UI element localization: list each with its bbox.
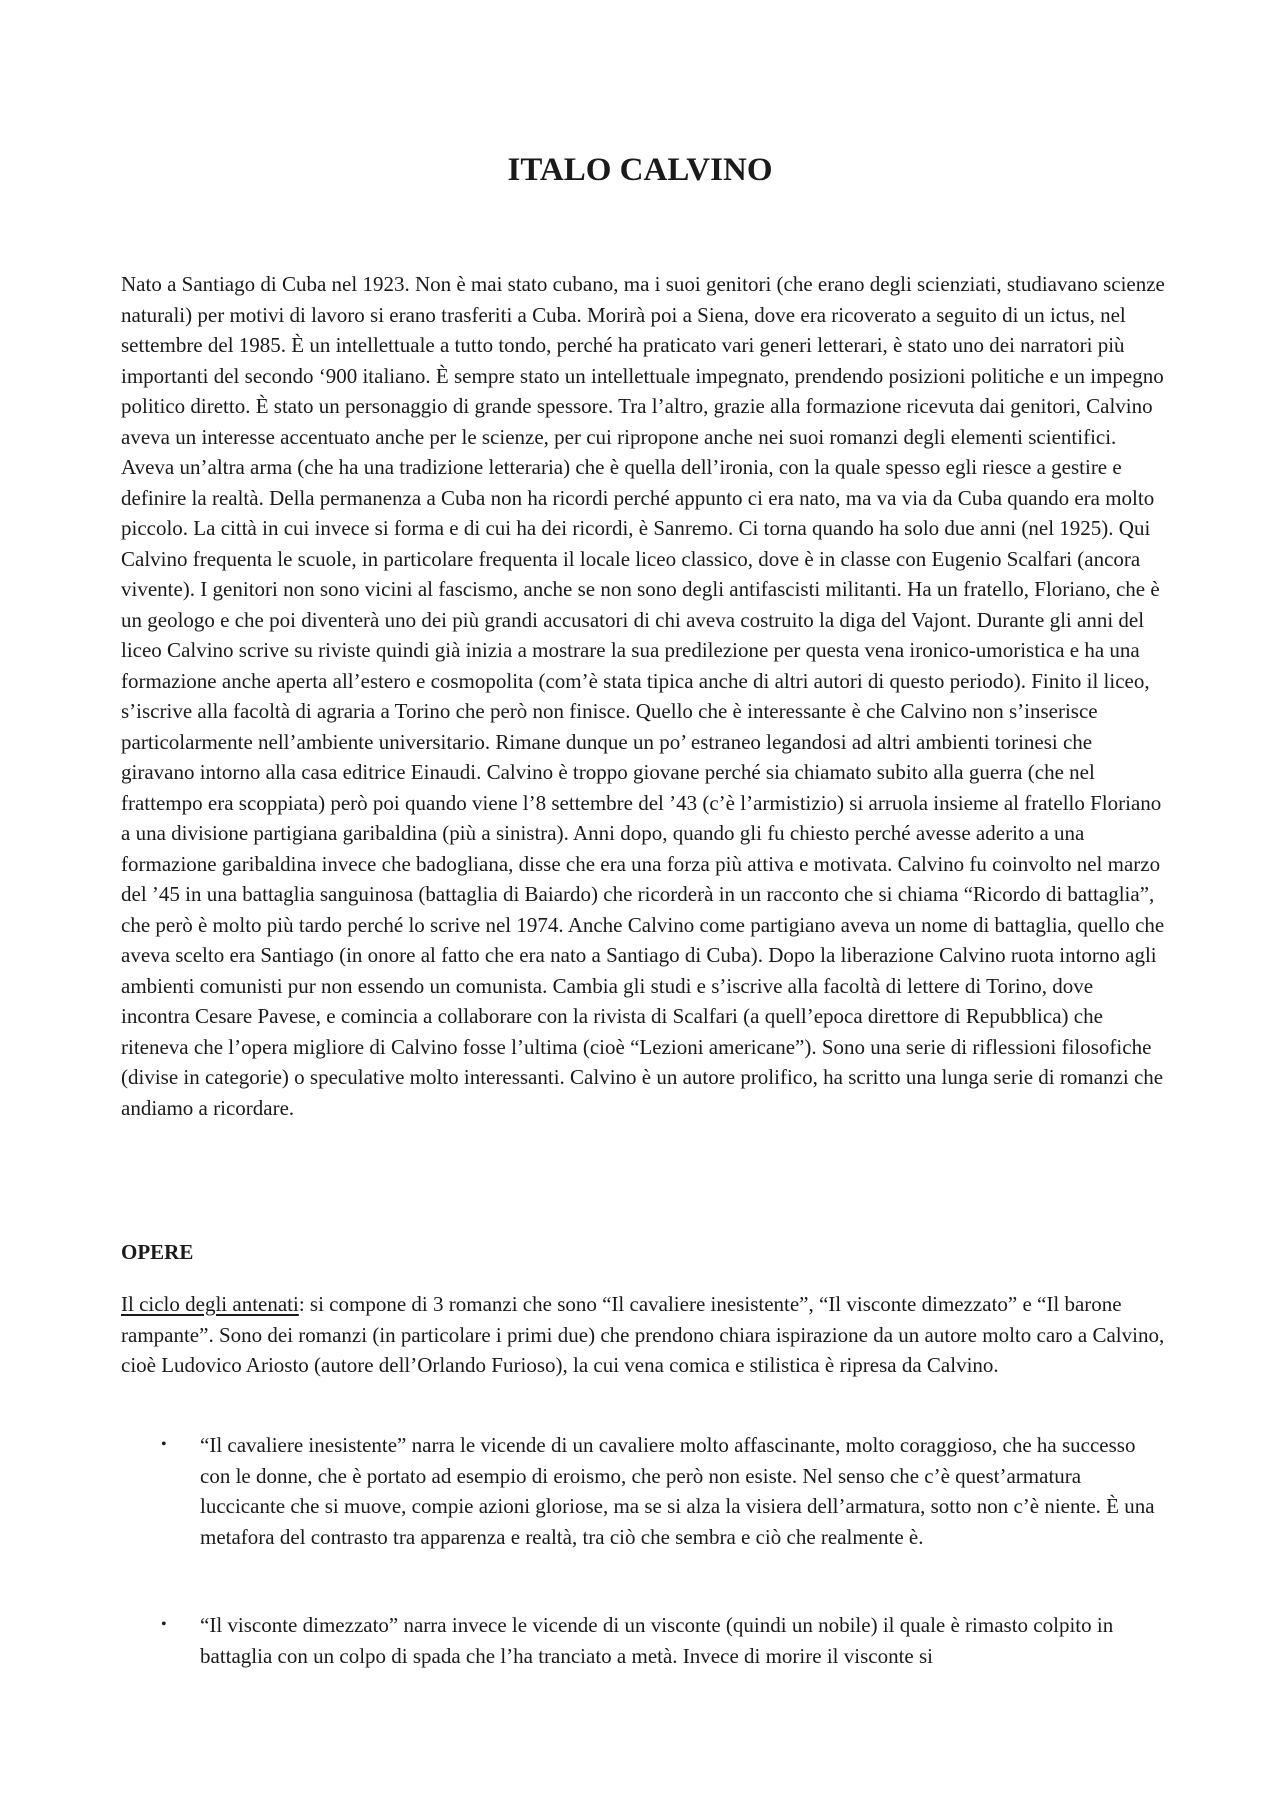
bullet-icon: • bbox=[161, 1616, 167, 1633]
works-heading: OPERE bbox=[121, 1240, 194, 1264]
list-item bbox=[121, 1430, 1166, 1552]
bullet-text: “Il visconte dimezzato” narra invece le vicende di un visconte (quindi un nobile) il quale è rimasto colpito in battaglia con un colpo di spada che l’ha tranciato a metà. Invece di morire il visconte si bbox=[200, 1613, 1114, 1668]
bullet-text: “Il cavaliere inesistente” narra le vicende di un cavaliere molto affascinante, molto coraggioso, che ha successo con le donne, che è portato ad esempio di eroismo, che però non esiste. Nel senso che c’è quest’armatura luccicante che si muove, compie azioni gloriose, ma se si alza la visiera dell’armatura, sotto non c’è niente. È una metafora del contrasto tra apparenza e realtà, tra ciò che sembra e ciò che realmente è. bbox=[200, 1433, 1155, 1549]
cycle-paragraph bbox=[121, 1289, 1166, 1381]
list-item bbox=[121, 1610, 1166, 1671]
intro-paragraph: Nato a Santiago di Cuba nel 1923. Non è mai stato cubano, ma i suoi genitori (che erano degli scienziati, studiavano scienze naturali) per motivi di lavoro si erano trasferiti a Cuba. Morirà poi a Siena, dove era ricoverato a seguito di un ictus, nel settembre del 1985. È un intellettuale a tutto tondo, perché ha praticato vari generi letterari, è stato uno dei narratori più importanti del secondo ‘900 italiano. È sempre stato un intellettuale impegnato, prendendo posizioni politiche e un impegno politico diretto. È stato un personaggio di grande spessore. Tra l’altro, grazie alla formazione ricevuta dai genitori, Calvino aveva un interesse accentuato anche per le scienze, per cui ripropone anche nei suoi romanzi degli elementi scientifici. Aveva un’altra arma (che ha una tradizione letteraria) che è quella dell’ironia, con la quale spesso egli riesce a gestire e definire la realtà. Della permanenza a Cuba non ha ricordi perché appunto ci era nato, ma va via da Cuba quando era molto piccolo. La città in cui invece si forma e di cui ha dei ricordi, è Sanremo. Ci torna quando ha solo due anni (nel 1925). Qui Calvino frequenta le scuole, in particolare frequenta il locale liceo classico, dove è in classe con Eugenio Scalfari (ancora vivente). I genitori non sono vicini al fascismo, anche se non sono degli antifascisti militanti. Ha un fratello, Floriano, che è un geologo e che poi diventerà uno dei più grandi accusatori di chi aveva costruito la diga del Vajont. Durante gli anni del liceo Calvino scrive su riviste quindi già inizia a mostrare la sua predilezione per questa vena ironico-umoristica e ha una formazione anche aperta all’estero e cosmopolita (com’è stata tipica anche di altri autori di questo periodo). Finito il liceo, s’iscrive alla facoltà di agraria a Torino che però non finisce. Quello che è interessante è che Calvino non s’inserisce particolarmente nell’ambiente universitario. Rimane dunque un po’ estraneo legandosi ad altri ambienti torinesi che giravano intorno alla casa editrice Einaudi. Calvino è troppo giovane perché sia chiamato subito alla guerra (che nel frattempo era scoppiata) però poi quando viene l’8 settembre del ’43 (c’è l’armistizio) si arruola insieme al fratello Floriano a una divisione partigiana garibaldina (più a sinistra). Anni dopo, quando gli fu chiesto perché avesse aderito a una formazione garibaldina invece che badogliana, disse che era una forza più attiva e motivata. Calvino fu coinvolto nel marzo del ’45 in una battaglia sanguinosa (battaglia di Baiardo) che ricorderà in un racconto che si chiama “Ricordo di battaglia”, che però è molto più tardo perché lo scrive nel 1974. Anche Calvino come partigiano aveva un nome di battaglia, quello che aveva scelto era Santiago (in onore al fatto che era nato a Santiago di Cuba). Dopo la liberazione Calvino ruota intorno agli ambienti comunisti pur non essendo un comunista. Cambia gli studi e s’iscrive alla facoltà di lettere di Torino, dove incontra Cesare Pavese, e comincia a collaborare con la rivista di Scalfari (a quell’epoca direttore di Repubblica) che riteneva che l’opera migliore di Calvino fosse l’ultima (cioè “Lezioni americane”). Sono una serie di riflessioni filosofiche (divise in categorie) o speculative molto interessanti. Calvino è un autore prolifico, ha scritto una lunga serie di romanzi che andiamo a ricordare. bbox=[121, 272, 1165, 1120]
document-title: ITALO CALVINO bbox=[507, 152, 773, 188]
works-bullet-list bbox=[121, 1430, 1166, 1552]
works-bullet-list-continued bbox=[121, 1610, 1166, 1671]
bullet-icon: • bbox=[161, 1436, 167, 1453]
cycle-description: : si compone di 3 romanzi che sono “Il cavaliere inesistente”, “Il visconte dimezzato” e “Il barone rampante”. Sono dei romanzi (in particolare i primi due) che prendono chiara ispirazione da un autore molto caro a Calvino, cioè Ludovico Ariosto (autore dell’Orlando Furioso), la cui vena comica e stilistica è ripresa da Calvino. bbox=[121, 1292, 1165, 1377]
cycle-name: Il ciclo degli antenati bbox=[121, 1292, 299, 1316]
